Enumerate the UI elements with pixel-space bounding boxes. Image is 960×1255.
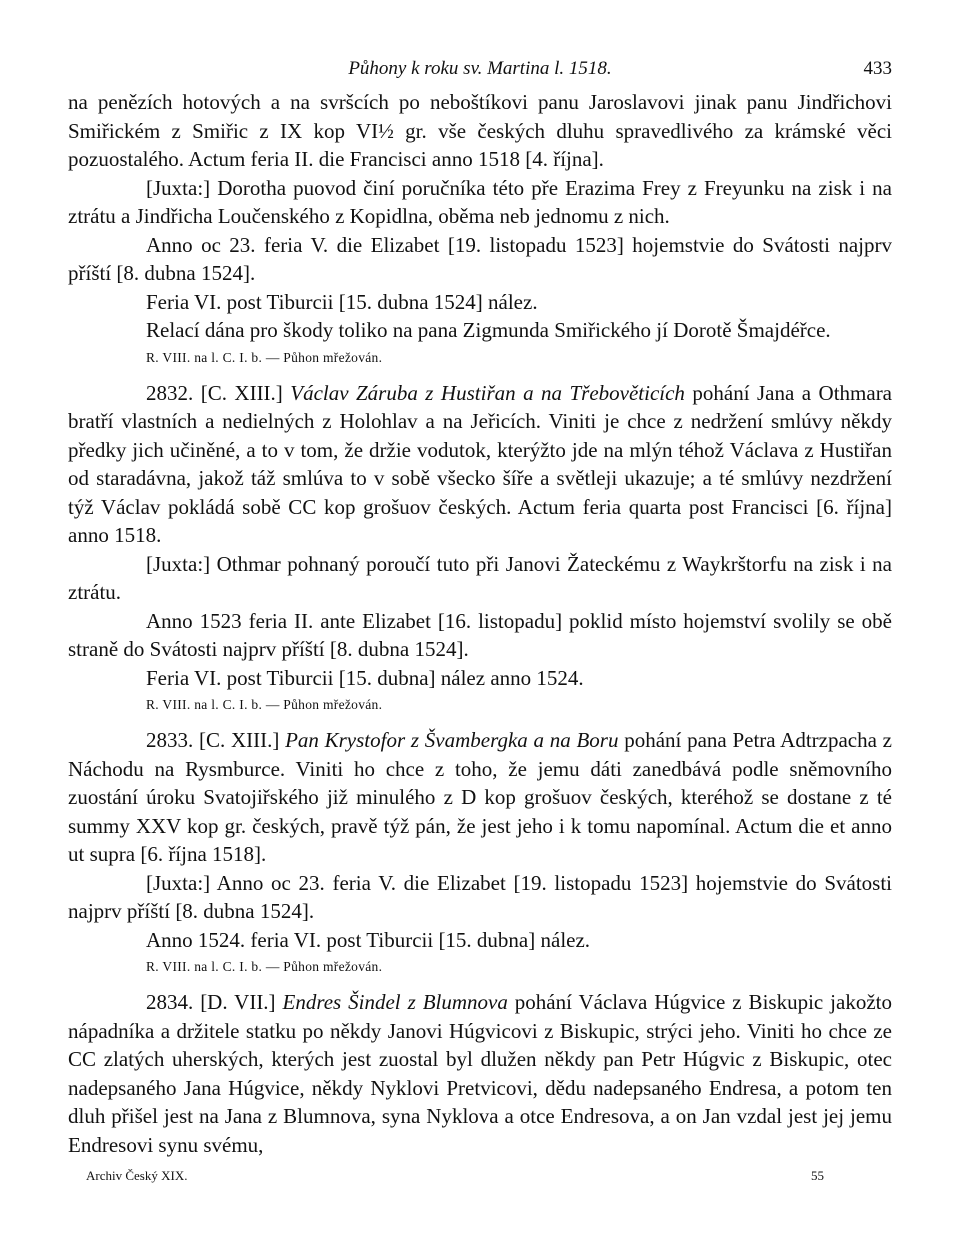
entry-2834 [68, 988, 892, 1159]
source-note: R. VIII. na l. C. I. b. — Půhon mřežován. [146, 959, 383, 974]
entry-2833 [68, 726, 892, 869]
signature-mark: 55 [811, 1168, 824, 1183]
entry-2832 [68, 379, 892, 550]
entry-number: 2833. [C. XIII.] [146, 728, 286, 752]
entry-text: pohání pana Petra Adtrzpacha z Náchodu na Rysmburce. Viniti ho chce z toho, že jemu dáti zanedbává podle sněmovního zuostání úroku Svatojiřského již minulého z D kop grošuov českých, kteréhož se dostane z té summy XXV kop gr. českých, pravě týž pán, že jest jeho i k tomu napomínal. Actum die et anno ut supra [6. října 1518]. [68, 728, 893, 866]
paragraph: [Juxta:] Othmar pohnaný poroučí tuto při Janovi Žateckému z Waykrštorfu na zisk i na ztrátu. [68, 551, 892, 604]
source-note: R. VIII. na l. C. I. b. — Půhon mřežován. [146, 349, 383, 365]
body-text [68, 88, 892, 1159]
paragraph: Feria VI. post Tiburcii [15. dubna 1524] nález. [146, 289, 538, 314]
running-title: Půhony k roku sv. Martina l. 1518. [348, 58, 612, 79]
paragraph: Anno 1524. feria VI. post Tiburcii [15. dubna] nález. [146, 927, 591, 952]
entry-plaintiff: Endres Šindel z Blumnova [282, 990, 508, 1014]
page-header [68, 58, 892, 88]
entry-plaintiff: Pan Krystofor z Švambergka a na Boru [285, 728, 619, 752]
entry-number: 2832. [C. XIII.] [146, 380, 291, 405]
paragraph: [Juxta:] Anno oc 23. feria V. die Elizabet [19. listopadu 1523] hojemstvie do Svátosti najprv příští [8. dubna 1524]. [68, 870, 892, 923]
entry-text: pohání Václava Húgvice z Biskupic jakožto nápadníka a držitele statku po někdy Janovi Húgvicovi z Biskupic, strýci jeho. Viniti ho chce ze CC zlatých uherských, kterých jest zuostal byl dlužen někdy pan Petr Húgvic z Biskupic, otec nadepsaného Jana Húgvice, někdy Nyklovi Pretvicovi, dědu nadepsaného Endresa, a potom ten dluh přišel jest na Jana z Blumnova, syna Nyklova a otce Endresova, a on Jan vzdal jest jej jemu Endresovi synu svému, [68, 990, 892, 1157]
paragraph: Relací dána pro škody toliko na pana Zigmunda Smiřického jí Dorotě Šmajdéřce. [146, 318, 831, 342]
entry-text: pohání Jana a Othmara bratří vlastních a nedielných z Holohlav a na Jeřicích. Viniti je chce z nedržení smlúvy někdy předky jich učiněné, a to v tom, že držie vodutok, kterýžto jde na mlýn téhož Václava z Hustiřan od staradávna, jakož táž smlúva to v sobě všecko šíře a světleji ukazuje; a té smlúvy nezdržení týž Václav pokládá sobě CC kop grošuov českých. Actum feria quarta post Francisci [6. října] anno 1518. [68, 380, 893, 547]
entry-number: 2834. [D. VII.] [146, 990, 283, 1014]
entry-plaintiff: Václav Záruba z Hustiřan a na Třebověticích [290, 380, 685, 405]
page-number: 433 [863, 58, 892, 79]
paragraph: [Juxta:] Dorotha puovod činí poručníka této pře Erazima Frey z Freyunku na zisk i na ztrátu a Jindřicha Loučenského z Kopidlna, oběma neb jednomu z nich. [68, 175, 892, 228]
source-note: R. VIII. na l. C. I. b. — Půhon mřežován. [146, 697, 383, 712]
page-footer [86, 1168, 824, 1184]
paragraph: Anno oc 23. feria V. die Elizabet [19. listopadu 1523] hojemstvie do Svátosti najprv příští [8. dubna 1524]. [68, 232, 892, 285]
publication-title: Archiv Český XIX. [86, 1168, 188, 1183]
paragraph: na penězích hotových a na svršcích po neboštíkovi panu Jaroslavovi jinak panu Jindřichovi Smiřickém z Smiřic z IX kop VI½ gr. vše českých dluhu spravedlivého za krámské věci pozuostalého. Actum feria II. die Francisci anno 1518 [4. října]. [68, 90, 892, 171]
paragraph: Anno 1523 feria II. ante Elizabet [16. listopadu] poklid místo hojemství svolily se obě straně do Svátosti najprv příští [8. dubna 1524]. [68, 608, 892, 661]
paragraph: Feria VI. post Tiburcii [15. dubna] nález anno 1524. [146, 665, 584, 690]
